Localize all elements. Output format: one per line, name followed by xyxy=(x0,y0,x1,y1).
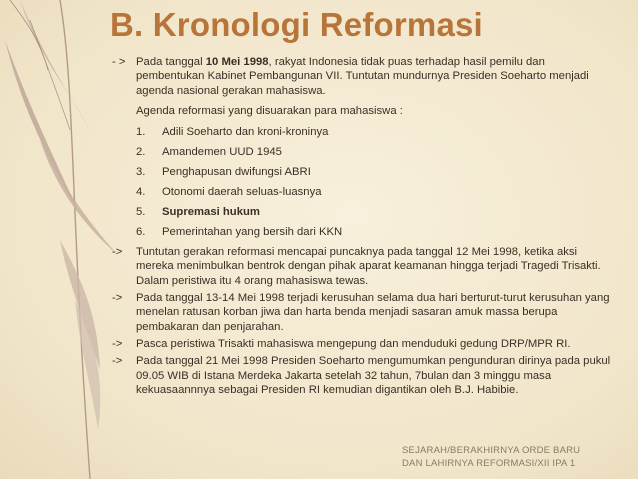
footer-line-2: DAN LAHIRNYA REFORMASI/XII IPA 1 xyxy=(402,458,576,469)
item-text: Pemerintahan yang bersih dari KKN xyxy=(162,226,343,239)
item-number: 6. xyxy=(136,226,146,239)
item-text-bold: Supremasi hukum xyxy=(162,206,260,219)
bullet-block-1 xyxy=(112,55,612,98)
chronology-content xyxy=(112,55,612,397)
bullet-block-3 xyxy=(112,291,612,334)
list-item xyxy=(136,222,612,242)
text-segment: , rakyat Indonesia tidak puas terhadap hasil pemilu dan pembentukan Kabinet Pembangunan VII. Tuntutan mundurnya Presiden Soeharto menjadi agenda nasional gerakan mahasiswa. xyxy=(136,56,589,97)
bullet-block-4 xyxy=(112,337,612,351)
list-item xyxy=(136,142,612,162)
bullet-text xyxy=(136,55,612,98)
item-text: Penghapusan dwifungsi ABRI xyxy=(162,166,311,179)
bullet-text: Pasca peristiwa Trisakti mahasiswa mengepung dan menduduki gedung DRP/MPR RI. xyxy=(136,337,571,350)
list-item xyxy=(136,162,612,182)
bullet-marker: - > xyxy=(112,56,126,68)
item-number: 1. xyxy=(136,126,146,139)
bullet-block-2 xyxy=(112,245,612,288)
item-number: 4. xyxy=(136,186,146,199)
bullet-text: Tuntutan gerakan reformasi mencapai puncaknya pada tanggal 12 Mei 1998, ketika aksi mereka menimbulkan bentrok dengan pihak aparat keamanan hingga terjadi Tragedi Trisakti. Dalam peristiwa itu 4 orang mahasiswa tewas. xyxy=(136,246,601,287)
item-text: Amandemen UUD 1945 xyxy=(162,146,282,159)
list-item xyxy=(136,182,612,202)
list-item xyxy=(136,202,612,222)
slide-footer xyxy=(402,444,580,470)
bullet-text: Pada tanggal 13-14 Mei 1998 terjadi kerusuhan selama dua hari berturut-turut kerusuhan yang menelan ratusan korban jiwa dan harta benda menjadi sasaran amuk massa berupa pembakaran dan penjarahan. xyxy=(136,292,610,333)
slide-title: B. Kronologi Reformasi xyxy=(110,6,483,43)
bullet-marker: -> xyxy=(112,355,123,368)
item-number: 5. xyxy=(136,206,146,219)
bold-date: 10 Mei 1998 xyxy=(205,56,269,68)
item-number: 3. xyxy=(136,166,146,179)
footer-line-1: SEJARAH/BERAKHIRNYA ORDE BARU xyxy=(402,445,581,456)
item-number: 2. xyxy=(136,146,146,159)
bullet-marker: -> xyxy=(112,246,123,259)
text-segment: Pada tanggal xyxy=(136,56,206,68)
bullet-marker: -> xyxy=(112,292,123,305)
agenda-list xyxy=(136,122,612,242)
bullet-text: Pada tanggal 21 Mei 1998 Presiden Soeharto mengumumkan pengunduran dirinya pada pukul 09.05 WIB di Istana Merdeka Jakarta setelah 32 tahun, 7bulan dan 3 minggu masa kekuasaannnya sebagai Presiden RI kemudian digantikan oleh B.J. Habibie. xyxy=(136,355,611,396)
item-text: Otonomi daerah seluas-luasnya xyxy=(162,186,322,199)
bullet-block-5 xyxy=(112,354,612,397)
agenda-intro: Agenda reformasi yang disuarakan para mahasiswa : xyxy=(136,104,403,117)
item-text: Adili Soeharto dan kroni-kroninya xyxy=(162,126,329,139)
bullet-marker: -> xyxy=(112,337,123,350)
list-item xyxy=(136,122,612,142)
